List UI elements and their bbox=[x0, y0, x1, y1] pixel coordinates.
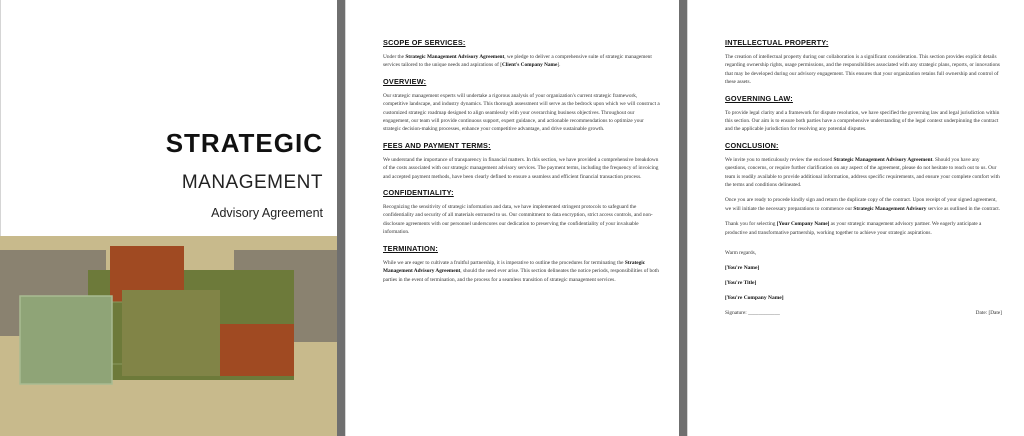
conclusion-paragraph-3: Thank you for selecting [Your Company Name] as your strategic management advisory partner. We eagerly anticipate a productive and transformative partnership, working together to achieve your strategic aspirations. bbox=[725, 221, 982, 236]
cover-art-rust-bottom bbox=[220, 324, 294, 376]
closing-name: [You're Name] bbox=[725, 264, 760, 271]
overview-heading: OVERVIEW: bbox=[383, 76, 427, 86]
cover-page bbox=[0, 0, 337, 436]
cover-subtitle: Advisory Agreement bbox=[211, 206, 323, 220]
ip-text: The creation of intellectual property during our collaboration is a significant consideration. This section provides explicit details regarding ownership rights, usage permissions, and the responsibilities associated with any strategic plans, reports, or innovations that may be developed during our advisory engagement. This ensures that your organization retains full ownership and control of these assets. bbox=[725, 54, 1000, 86]
closing-company: [You're Company Name] bbox=[725, 294, 784, 301]
overview-text: Our strategic management experts will undertake a rigorous analysis of your organization's current strategic framework, competitive landscape, and industry dynamics. This thorough assessment will serve as the bedrock upon which we will construct a customized strategic roadmap designed to align seamlessly with your overarching business objectives. Throughout our engagement, our team will provide continuous support, expert guidance, and actionable recommendations to optimize your strategic decision-making processes, enhance your competitive advantage, and drive sustainable growth. bbox=[383, 92, 660, 133]
ip-heading: INTELLECTUAL PROPERTY: bbox=[725, 38, 829, 47]
conclusion-paragraph-2: Once you are ready to procede kindly sign and return the duplicate copy of the contract. Upon receipt of your signed agreement, we will initiate the necessary preparations to commence our Strategic Management Advisory service as outlined in the contract. bbox=[725, 197, 1001, 212]
confidentiality-heading: CONFIDENTIALITY: bbox=[383, 188, 454, 198]
signature-line bbox=[725, 310, 1002, 316]
date-field: Date: [Date] bbox=[975, 309, 1002, 316]
cover-artwork bbox=[0, 236, 337, 436]
cover-art-olive-mid bbox=[122, 290, 220, 376]
law-heading: GOVERNING LAW: bbox=[725, 93, 793, 103]
scope-heading: SCOPE OF SERVICES: bbox=[383, 38, 466, 47]
termination-heading: TERMINATION: bbox=[383, 243, 438, 253]
fees-text: We understand the importance of transparency in financial matters. In this section, we have provided a comprehensive breakdown of the costs associated with our strategic management advisory services. The payment terms, including the frequency of invoicing and accepted payment methods, have been clearly defined to ensure a seamless and efficient financial transaction process. bbox=[383, 156, 659, 180]
confidentiality-text: Recognizing the sensitivity of strategic information and data, we have implemented stringent protocols to safeguard the confidentiality and security of all materials entrusted to us. Our commitment to data encryption, strict access controls, and non-disclosure agreements with our personnel underscores our dedication to preserving the confidentiality of your invaluable information. bbox=[383, 204, 653, 236]
agreement-page-2 bbox=[345, 0, 679, 436]
agreement-page-3 bbox=[687, 0, 1024, 436]
fees-heading: FEES AND PAYMENT TERMS: bbox=[383, 140, 491, 150]
closing-regards: Warm regards, bbox=[725, 250, 757, 257]
termination-text: While we are eager to cultivate a fruitful partnership, it is imperative to outline the procedures for terminating the Strategic Management Advisory Agreement, should the need ever arise. This section delineates the notice periods, responsibilities of both parties in the event of termination, and the process for a seamless transition of strategic management services. bbox=[383, 259, 659, 283]
conclusion-paragraph-1: We invite you to meticulously review the enclosed Strategic Management Advisory Agreement. Should you have any questions, concerns, or require further clarification on any aspect of the agreement, please do not hesitate to reach out to us. Our team is readily available to provide additional information, address specific requirements, and ensure your complete comfort with the terms and conditions delineated. bbox=[725, 156, 1000, 189]
cover-art-sage bbox=[20, 296, 112, 384]
scope-text: Under the Strategic Management Advisory Agreement, we pledge to deliver a comprehensive suite of strategic management services tailored to the unique needs and aspirations of [Client's Company Name]. bbox=[383, 54, 652, 69]
closing-title: [You're Title] bbox=[725, 279, 757, 286]
signature-field: Signature: ____________ bbox=[725, 309, 780, 316]
cover-title-management: MANAGEMENT bbox=[181, 172, 323, 193]
cover-title-strategic: STRATEGIC bbox=[165, 128, 323, 158]
conclusion-heading: CONCLUSION: bbox=[725, 140, 779, 150]
law-text: To provide legal clarity and a framework for dispute resolution, we have specified the governing law and legal jurisdiction within this section. Our aim is to ensure both parties have a comprehensive understanding of the legal context underpinning the contract and the applicable jurisdiction for resolving any potential disputes. bbox=[725, 109, 1000, 133]
